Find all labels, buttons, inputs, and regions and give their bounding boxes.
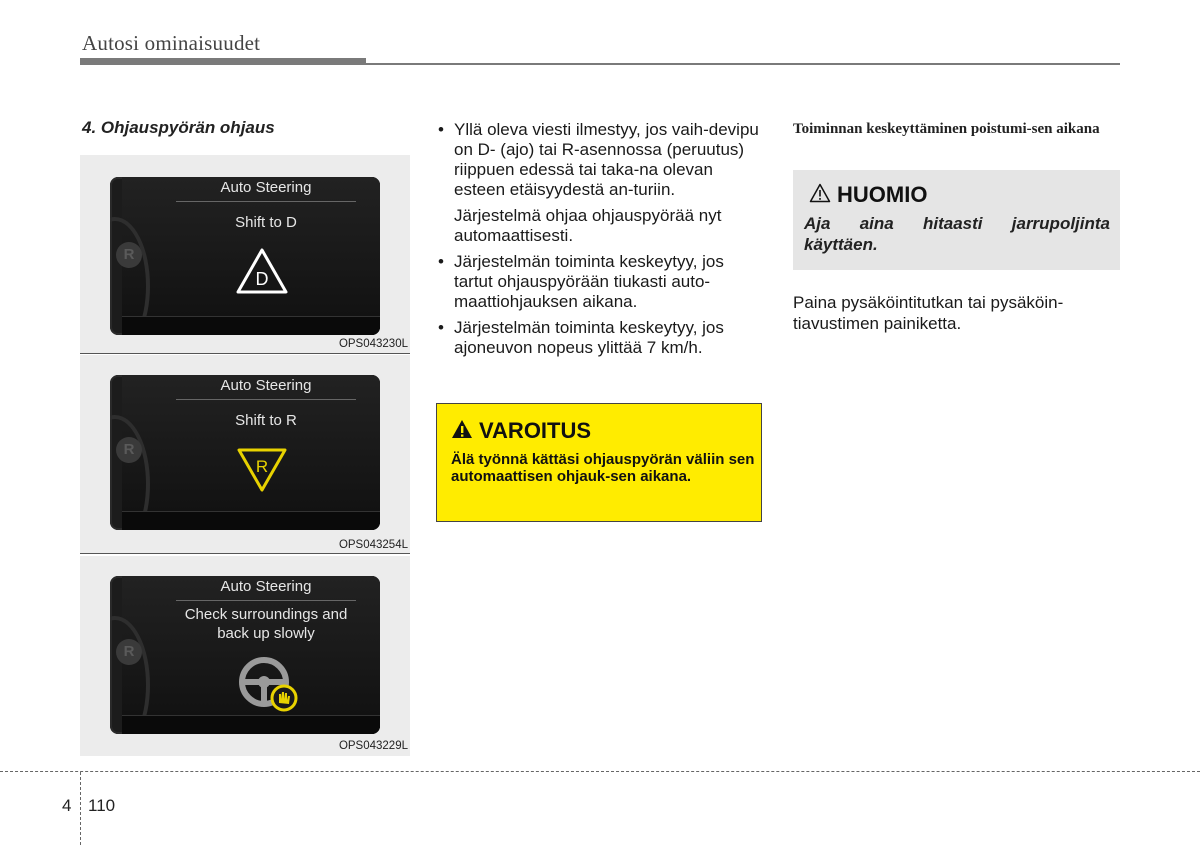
note-text: Aja aina hitaasti jarrupoljinta käyttäen. [804, 214, 1110, 254]
gauge-r-indicator: R [116, 639, 142, 665]
note-box [793, 170, 1120, 270]
cluster-display [110, 177, 380, 335]
screen-title: Auto Steering [220, 578, 312, 595]
note-title: HUOMIO [837, 182, 928, 207]
figure-caption: OPS043229L [338, 740, 408, 752]
warning-box [436, 403, 762, 522]
chapter-number: 4 [62, 796, 72, 815]
caution-triangle-icon [809, 183, 831, 203]
screen-title: Auto Steering [220, 377, 312, 394]
warning-heading [451, 418, 591, 444]
bullet-item: • Järjestelmän toiminta keskeytyy, jos tartut ohjauspyörään tiukasti auto-maattiohjauksen aikana. [437, 252, 767, 312]
screen-title-underline [176, 600, 356, 601]
section-heading: 4. Ohjauspyörän ohjaus [82, 118, 275, 137]
figure-shift-to-r [80, 355, 410, 553]
cluster-display [110, 576, 380, 734]
cluster-display [110, 375, 380, 530]
figure-check-surroundings [80, 556, 410, 756]
steering-wheel-hand-icon [238, 654, 302, 716]
figure-rule [80, 553, 410, 554]
figure-shift-to-d [80, 155, 410, 353]
footer-rule [0, 771, 1200, 772]
figure-caption: OPS043230L [338, 338, 408, 350]
page-number: 110 [88, 796, 116, 815]
bullet-item: • Järjestelmän toiminta keskeytyy, jos ajoneuvon nopeus ylittää 7 km/h. [437, 318, 767, 358]
screen-title-underline [176, 399, 356, 400]
header-bar [80, 58, 366, 65]
shift-d-symbol: D [255, 269, 269, 289]
shift-d-warning-icon [235, 247, 289, 295]
paragraph: Paina pysäköintitutkan tai pysäköin-tiavustimen painiketta. [793, 293, 1064, 333]
screen-message: Shift to R [235, 412, 297, 429]
screen-message: Shift to D [235, 214, 297, 231]
screen-message-line1: Check surroundings and [184, 606, 348, 623]
shift-r-warning-icon [236, 447, 288, 493]
figure-rule [80, 353, 410, 354]
warning-text: Älä työnnä kättäsi ohjauspyörän väliin sen automaattisen ohjauk-sen aikana. [451, 451, 755, 485]
subsection-heading: Toiminnan keskeyttäminen poistumi-sen aikana [793, 121, 1100, 137]
note-heading [809, 182, 927, 208]
warning-triangle-icon [451, 419, 473, 439]
gauge-r-indicator: R [116, 437, 142, 463]
chapter-title: Autosi ominaisuudet [82, 31, 261, 55]
gauge-r-indicator: R [116, 242, 142, 268]
warning-title: VAROITUS [479, 418, 592, 443]
footer-divider [80, 772, 81, 845]
screen-title-underline [176, 201, 356, 202]
figure-caption: OPS043254L [338, 539, 408, 551]
body-column-2 [437, 120, 767, 364]
header-rule [366, 63, 1120, 65]
screen-message-line2: back up slowly [217, 625, 315, 642]
paragraph: Järjestelmä ohjaa ohjauspyörää nyt automaattisesti. [454, 206, 722, 245]
bullet-item: • Yllä oleva viesti ilmestyy, jos vaih-devipu on D- (ajo) tai R-asennossa (peruutus) riippuen edessä tai taka-na olevan esteen etäisyydestä an-turiin. [437, 120, 767, 200]
screen-title: Auto Steering [220, 179, 312, 196]
shift-r-symbol: R [255, 457, 269, 476]
